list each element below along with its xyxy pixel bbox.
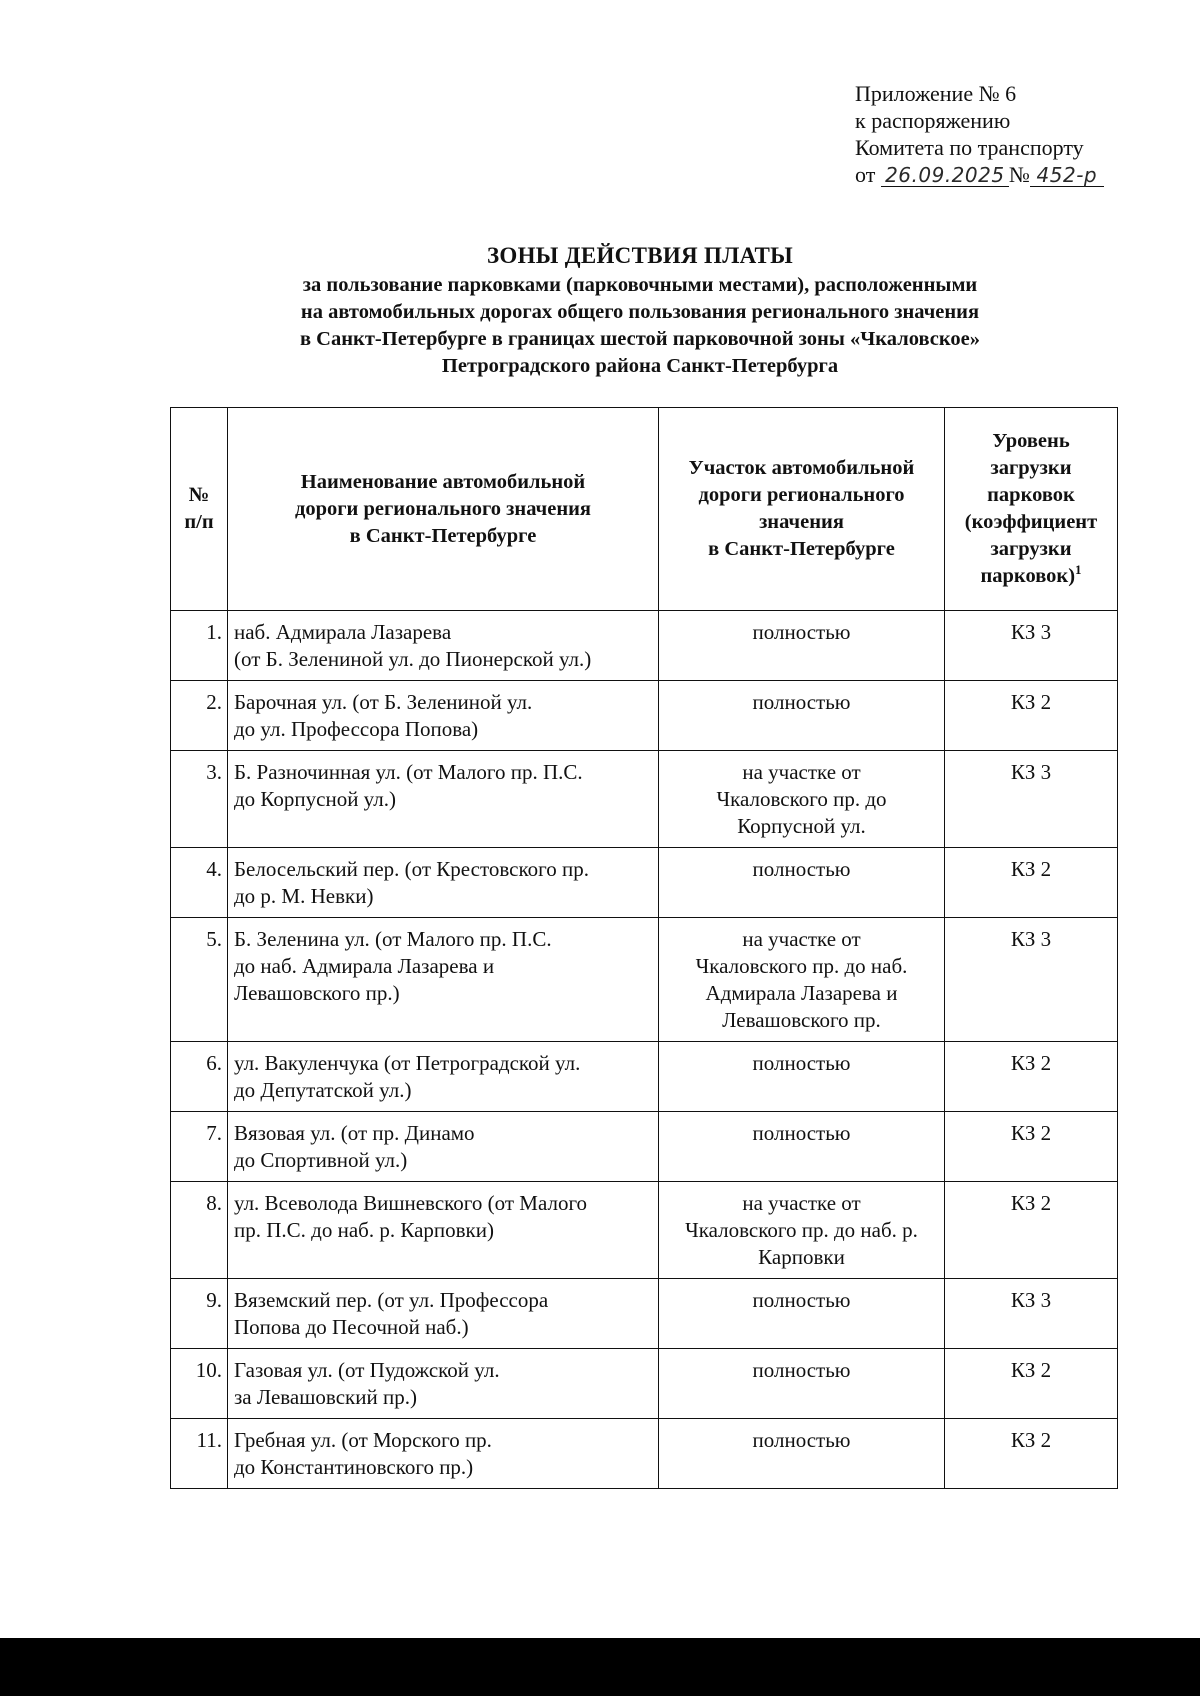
load-level: КЗ 2 (945, 1419, 1118, 1489)
road-section (659, 1042, 945, 1112)
road-section (659, 848, 945, 918)
row-number: 1. (171, 611, 228, 681)
road-name-line: до ул. Профессора Попова) (234, 717, 479, 741)
appendix-line-1: Приложение № 6 (855, 81, 1017, 106)
row-number: 2. (171, 681, 228, 751)
handwritten-number: 452-р (1030, 164, 1104, 187)
subtitle-line: на автомобильных дорогах общего пользования регионального значения (300, 301, 980, 323)
subtitle-line: за пользование парковками (парковочными местами), расположенными (302, 274, 978, 296)
road-name (228, 1112, 659, 1182)
road-section-line: полностью (752, 1121, 851, 1145)
road-name-line: Вяземский пер. (от ул. Профессора (234, 1288, 549, 1312)
road-name-line: до Константиновского пр.) (234, 1455, 474, 1479)
road-name-line: Гребная ул. (от Морского пр. (234, 1428, 492, 1452)
road-section-line: Чкаловского пр. до (716, 787, 887, 811)
footnote-marker: 1 (1075, 562, 1082, 578)
road-section (659, 681, 945, 751)
road-name-line: наб. Адмирала Лазарева (234, 620, 452, 644)
road-name-line: Барочная ул. (от Б. Зелениной ул. (234, 690, 533, 714)
road-section-line: Корпусной ул. (737, 814, 866, 838)
row-number: 4. (171, 848, 228, 918)
road-name (228, 918, 659, 1042)
road-name-line: ул. Всеволода Вишневского (от Малого (234, 1191, 588, 1215)
road-section (659, 1279, 945, 1349)
road-section-line: полностью (752, 620, 851, 644)
road-name-line: до р. М. Невки) (234, 884, 374, 908)
table-header-row (171, 408, 1118, 611)
road-section (659, 751, 945, 848)
appendix-line-2: к распоряжению (855, 108, 1011, 133)
table-row (171, 751, 1118, 848)
load-level: КЗ 2 (945, 1112, 1118, 1182)
table-row (171, 1279, 1118, 1349)
road-name (228, 611, 659, 681)
parking-zones-table (170, 407, 1118, 1489)
road-name-line: ул. Вакуленчука (от Петроградской ул. (234, 1051, 581, 1075)
road-name (228, 1419, 659, 1489)
road-section (659, 918, 945, 1042)
road-section-line: Чкаловского пр. до наб. (695, 954, 908, 978)
load-level: КЗ 3 (945, 751, 1118, 848)
road-name-line: Белосельский пер. (от Крестовского пр. (234, 857, 589, 881)
road-name (228, 1042, 659, 1112)
road-name-line: до Депутатской ул.) (234, 1078, 412, 1102)
load-level: КЗ 2 (945, 1042, 1118, 1112)
road-name (228, 681, 659, 751)
from-label: от (855, 162, 876, 187)
load-level: КЗ 2 (945, 848, 1118, 918)
road-name-line: Попова до Песочной наб.) (234, 1315, 469, 1339)
road-section-line: полностью (752, 690, 851, 714)
header-num: № п/п (171, 408, 228, 611)
road-section (659, 611, 945, 681)
road-section (659, 1349, 945, 1419)
road-name (228, 1349, 659, 1419)
road-section-line: Карповки (758, 1245, 845, 1269)
road-section (659, 1182, 945, 1279)
row-number: 7. (171, 1112, 228, 1182)
road-name-line: до наб. Адмирала Лазарева и (234, 954, 495, 978)
road-name (228, 1279, 659, 1349)
road-section-line: Чкаловского пр. до наб. р. (685, 1218, 918, 1242)
row-number: 10. (171, 1349, 228, 1419)
header-section: Участок автомобильной дороги регионального значения в Санкт-Петербурге (659, 408, 945, 611)
row-number: 6. (171, 1042, 228, 1112)
road-name-line: Левашовского пр.) (234, 981, 400, 1005)
road-section-line: на участке от (742, 927, 861, 951)
scan-bottom-band (0, 1638, 1200, 1696)
road-name (228, 751, 659, 848)
table-row (171, 681, 1118, 751)
road-name (228, 1182, 659, 1279)
road-name-line: (от Б. Зелениной ул. до Пионерской ул.) (234, 647, 592, 671)
road-section-line: полностью (752, 1288, 851, 1312)
road-section-line: полностью (752, 1428, 851, 1452)
road-section (659, 1419, 945, 1489)
table-row (171, 1419, 1118, 1489)
subtitle-line: в Санкт-Петербурге в границах шестой парковочной зоны «Чкаловское» (299, 328, 980, 350)
road-name-line: до Спортивной ул.) (234, 1148, 408, 1172)
road-section-line: полностью (752, 857, 851, 881)
subtitle-line: Петроградского района Санкт-Петербурга (441, 355, 839, 377)
road-name (228, 848, 659, 918)
row-number: 5. (171, 918, 228, 1042)
header-road: Наименование автомобильной дороги регионального значения в Санкт-Петербурге (228, 408, 659, 611)
row-number: 11. (171, 1419, 228, 1489)
road-section (659, 1112, 945, 1182)
table-body (171, 611, 1118, 1489)
document-subtitle (150, 272, 1130, 380)
road-name-line: за Левашовский пр.) (234, 1385, 417, 1409)
table-row (171, 1349, 1118, 1419)
table-row (171, 848, 1118, 918)
road-name-line: до Корпусной ул.) (234, 787, 396, 811)
appendix-header (855, 80, 1175, 188)
road-name-line: Газовая ул. (от Пудожской ул. (234, 1358, 500, 1382)
road-name-line: Б. Разночинная ул. (от Малого пр. П.С. (234, 760, 583, 784)
road-section-line: Левашовского пр. (722, 1008, 881, 1032)
load-level: КЗ 3 (945, 1279, 1118, 1349)
table-row (171, 918, 1118, 1042)
load-level: КЗ 3 (945, 611, 1118, 681)
table-row (171, 1112, 1118, 1182)
appendix-line-3: Комитета по транспорту (855, 135, 1084, 160)
road-name-line: Б. Зеленина ул. (от Малого пр. П.С. (234, 927, 552, 951)
road-name-line: Вязовая ул. (от пр. Динамо (234, 1121, 475, 1145)
load-level: КЗ 2 (945, 1182, 1118, 1279)
road-section-line: полностью (752, 1358, 851, 1382)
load-level: КЗ 2 (945, 1349, 1118, 1419)
row-number: 9. (171, 1279, 228, 1349)
appendix-date-line (855, 161, 1175, 188)
row-number: 8. (171, 1182, 228, 1279)
table-row (171, 1042, 1118, 1112)
load-level: КЗ 3 (945, 918, 1118, 1042)
table-row (171, 1182, 1118, 1279)
document-title: ЗОНЫ ДЕЙСТВИЯ ПЛАТЫ (486, 243, 794, 268)
road-section-line: на участке от (742, 760, 861, 784)
number-label: № (1008, 162, 1030, 187)
header-level: Уровень загрузки парковок (коэффициент загрузки парковок)$^1$ (945, 408, 1118, 611)
road-section-line: полностью (752, 1051, 851, 1075)
road-section-line: Адмирала Лазарева и (705, 981, 898, 1005)
row-number: 3. (171, 751, 228, 848)
table-row (171, 611, 1118, 681)
road-section-line: на участке от (742, 1191, 861, 1215)
road-name-line: пр. П.С. до наб. р. Карповки) (234, 1218, 494, 1242)
handwritten-date: 26.09.2025 (881, 164, 1009, 187)
load-level: КЗ 2 (945, 681, 1118, 751)
